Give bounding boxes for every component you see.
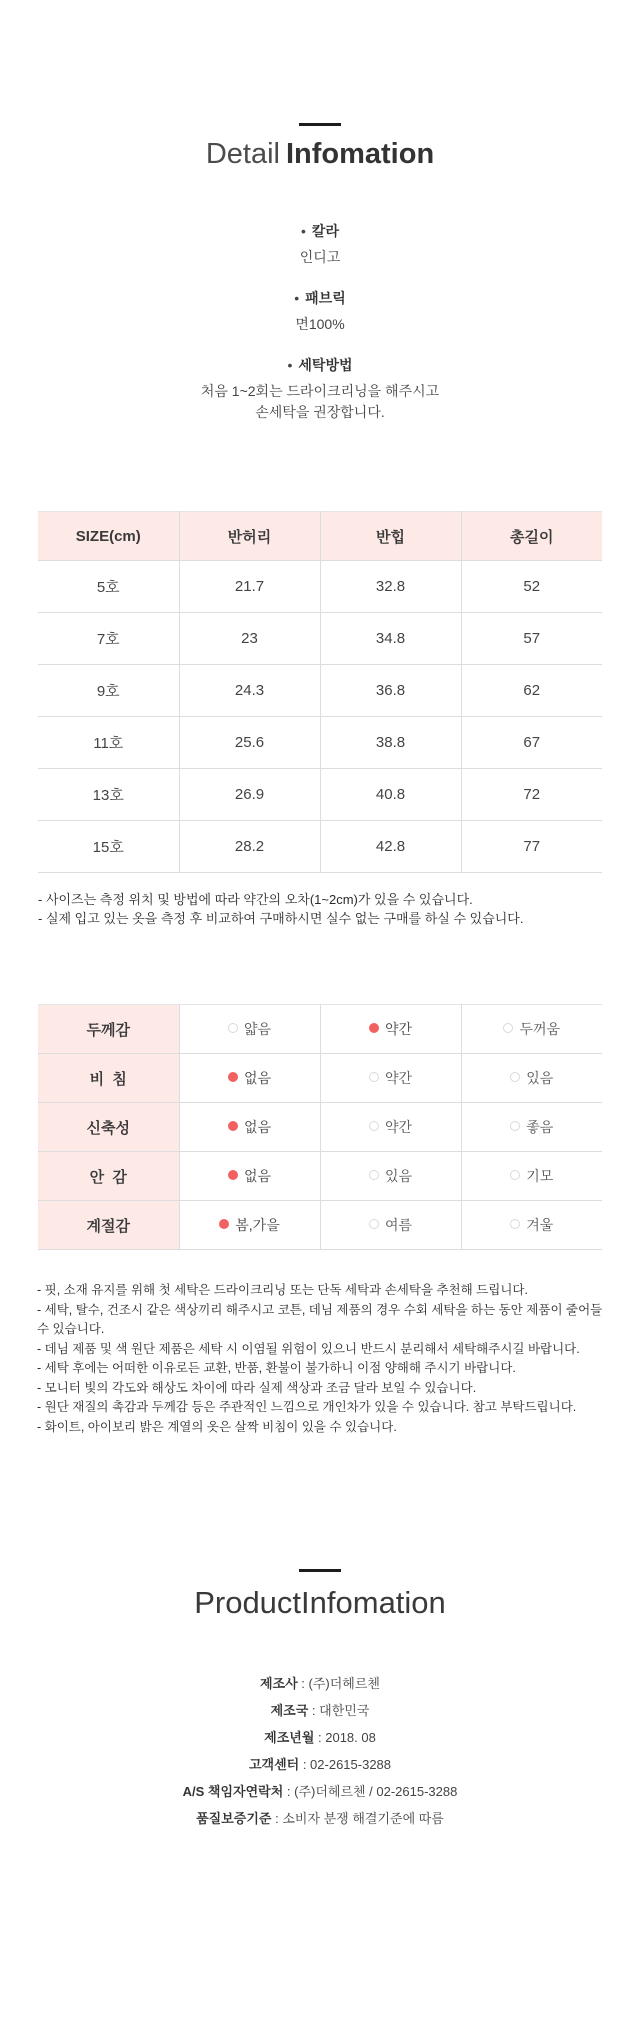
- feature-option: [179, 1103, 320, 1152]
- radio-icon: [503, 1023, 513, 1033]
- feature-option-label: 봄,가을: [235, 1217, 280, 1233]
- bullet-icon: •: [294, 290, 300, 306]
- feature-option-label: 얇음: [243, 1021, 272, 1037]
- product-section-divider: [299, 1569, 341, 1572]
- feature-option: [320, 1005, 461, 1054]
- info-label: A/S 책임자연락처: [182, 1784, 284, 1799]
- feature-option: [179, 1201, 320, 1250]
- info-value: (주)더헤르첸: [308, 1676, 380, 1691]
- size-table: [38, 511, 602, 873]
- attribute-color-label: [0, 221, 640, 241]
- info-value: 02-2615-3288: [310, 1757, 392, 1772]
- size-cell: 32.8: [320, 561, 461, 613]
- feature-row-sheerness: [38, 1054, 602, 1103]
- size-cell: 72: [461, 769, 602, 821]
- radio-icon: [510, 1170, 520, 1180]
- care-note-line: - 세탁 후에는 어떠한 이유로든 교환, 반품, 환불이 불가하니 이점 양해해 주시기 바랍니다.: [37, 1361, 516, 1375]
- radio-icon: [219, 1219, 229, 1229]
- feature-label: 비 침: [38, 1054, 179, 1103]
- size-cell: 40.8: [320, 769, 461, 821]
- product-section-title: ProductInfomation: [194, 1585, 446, 1620]
- info-separator: :: [283, 1784, 295, 1799]
- feature-option-label: 약간: [384, 1119, 413, 1135]
- feature-label: 신축성: [38, 1103, 179, 1152]
- feature-option: [461, 1152, 602, 1201]
- table-row: [38, 769, 602, 821]
- size-table-header: 반허리: [179, 512, 320, 561]
- detail-title-bold: Infomation: [285, 138, 435, 170]
- feature-option: [320, 1152, 461, 1201]
- info-warranty: [0, 1805, 640, 1832]
- feature-option-label: 없음: [243, 1168, 272, 1184]
- info-as-contact: [0, 1778, 640, 1805]
- info-label: 고객센터: [248, 1757, 300, 1772]
- size-cell: 5호: [38, 561, 179, 613]
- radio-icon: [228, 1121, 238, 1131]
- feature-option-label: 있음: [384, 1168, 413, 1184]
- radio-icon: [369, 1121, 379, 1131]
- feature-option: [461, 1103, 602, 1152]
- attribute-color: [0, 221, 640, 268]
- radio-icon: [369, 1170, 379, 1180]
- feature-option-label: 있음: [526, 1070, 554, 1086]
- size-table-header: 총길이: [461, 512, 602, 561]
- info-label: 제조년월: [264, 1730, 315, 1745]
- size-cell: 28.2: [179, 821, 320, 873]
- attribute-washing-value-line1: 처음 1~2회는 드라이크리닝을 해주시고: [200, 383, 440, 399]
- feature-row-lining: [38, 1152, 602, 1201]
- feature-option-label: 없음: [243, 1070, 272, 1086]
- info-manufacturer: [0, 1670, 640, 1697]
- feature-option-label: 두꺼움: [519, 1021, 561, 1037]
- info-separator: :: [297, 1676, 309, 1691]
- size-table-header: 반힙: [320, 512, 461, 561]
- attribute-label-text: 세탁방법: [298, 357, 353, 373]
- product-attributes: [0, 221, 640, 423]
- table-row: [38, 665, 602, 717]
- radio-icon: [510, 1121, 520, 1131]
- info-separator: :: [314, 1730, 326, 1745]
- feature-option: [179, 1054, 320, 1103]
- info-separator: :: [308, 1703, 320, 1718]
- feature-row-season: [38, 1201, 602, 1250]
- feature-option-label: 좋음: [526, 1119, 554, 1135]
- info-manufacture-date: [0, 1724, 640, 1751]
- feature-row-thickness: [38, 1005, 602, 1054]
- care-note-line: - 핏, 소재 유지를 위해 첫 세탁은 드라이크리닝 또는 단독 세탁과 손세탁을 추천해 드립니다.: [37, 1283, 528, 1297]
- size-table-header-row: [38, 512, 602, 561]
- feature-option-label: 기모: [526, 1168, 554, 1184]
- care-note-line: - 원단 재질의 촉감과 두께감 등은 주관적인 느낌으로 개인차가 있을 수 있습니다. 참고 부탁드립니다.: [37, 1400, 577, 1414]
- info-value: 소비자 분쟁 해결기준에 따름: [282, 1811, 444, 1826]
- care-note-line: - 화이트, 아이보리 밝은 계열의 옷은 살짝 비침이 있을 수 있습니다.: [37, 1419, 397, 1434]
- feature-label: 안 감: [38, 1152, 179, 1201]
- detail-section-title: [0, 137, 640, 171]
- feature-option: [179, 1005, 320, 1054]
- size-cell: 36.8: [320, 665, 461, 717]
- size-cell: 25.6: [179, 717, 320, 769]
- feature-option: [320, 1054, 461, 1103]
- size-cell: 62: [461, 665, 602, 717]
- feature-option-label: 약간: [384, 1021, 413, 1037]
- feature-option: [320, 1201, 461, 1250]
- feature-option: [461, 1005, 602, 1054]
- size-cell: 9호: [38, 665, 179, 717]
- feature-row-stretch: [38, 1103, 602, 1152]
- info-value: 대한민국: [319, 1703, 370, 1718]
- info-customer-center: [0, 1751, 640, 1778]
- fabric-feature-table: [38, 1004, 602, 1250]
- size-cell: 15호: [38, 821, 179, 873]
- size-cell: 21.7: [179, 561, 320, 613]
- table-row: [38, 613, 602, 665]
- info-label: 제조국: [270, 1703, 309, 1718]
- info-label: 제조사: [260, 1676, 298, 1691]
- detail-title-light: Detail: [205, 138, 280, 170]
- care-note-line: - 세탁, 탈수, 건조시 같은 색상끼리 해주시고 코튼, 데님 제품의 경우 수회 세탁을 하는 동안 제품이 줄어들 수 있습니다.: [37, 1302, 603, 1336]
- bullet-icon: •: [301, 223, 306, 239]
- attribute-fabric-value: 면100%: [295, 316, 345, 332]
- attribute-fabric-label: [0, 288, 640, 308]
- size-cell: 13호: [38, 769, 179, 821]
- size-cell: 67: [461, 717, 602, 769]
- attribute-washing-value-line2: 손세탁을 권장합니다.: [255, 404, 385, 420]
- radio-icon: [228, 1170, 238, 1180]
- bullet-icon: •: [287, 357, 293, 373]
- radio-icon: [369, 1023, 379, 1033]
- feature-option: [179, 1152, 320, 1201]
- info-country: [0, 1697, 640, 1724]
- table-row: [38, 821, 602, 873]
- size-cell: 34.8: [320, 613, 461, 665]
- feature-label: 두께감: [38, 1005, 179, 1054]
- feature-option-label: 여름: [384, 1217, 413, 1233]
- feature-option: [461, 1201, 602, 1250]
- feature-option-label: 약간: [384, 1070, 413, 1086]
- product-info-list: [0, 1670, 640, 1952]
- size-cell: 24.3: [179, 665, 320, 717]
- size-cell: 11호: [38, 717, 179, 769]
- feature-option: [461, 1054, 602, 1103]
- radio-icon: [369, 1219, 379, 1229]
- size-cell: 23: [179, 613, 320, 665]
- attribute-label-text: 칼라: [311, 223, 339, 239]
- feature-label: 계절감: [38, 1201, 179, 1250]
- table-row: [38, 561, 602, 613]
- size-note-line: - 실제 입고 있는 옷을 측정 후 비교하여 구매하시면 실수 없는 구매를 하실 수 있습니다.: [38, 911, 524, 926]
- size-cell: 42.8: [320, 821, 461, 873]
- size-note-line: - 사이즈는 측정 위치 및 방법에 따라 약간의 오차(1~2cm)가 있을 수 있습니다.: [38, 892, 473, 907]
- radio-icon: [369, 1072, 379, 1082]
- size-cell: 57: [461, 613, 602, 665]
- radio-icon: [510, 1072, 520, 1082]
- size-notes: [38, 890, 602, 928]
- care-note-line: - 모니터 빛의 각도와 해상도 차이에 따라 실제 색상과 조금 달라 보일 수 있습니다.: [37, 1380, 477, 1395]
- info-label: 품질보증기준: [196, 1811, 272, 1826]
- attribute-washing-label: [0, 355, 640, 375]
- size-cell: 52: [461, 561, 602, 613]
- table-row: [38, 717, 602, 769]
- radio-icon: [510, 1219, 520, 1229]
- care-note-line: - 데님 제품 및 색 원단 제품은 세탁 시 이염될 위험이 있으니 반드시 분리해서 세탁해주시길 바랍니다.: [37, 1341, 580, 1356]
- radio-icon: [228, 1072, 238, 1082]
- feature-option-label: 없음: [243, 1119, 272, 1135]
- attribute-label-text: 패브릭: [305, 290, 346, 306]
- info-value: 2018. 08: [325, 1730, 376, 1745]
- attribute-fabric: [0, 288, 640, 335]
- size-cell: 26.9: [179, 769, 320, 821]
- size-cell: 77: [461, 821, 602, 873]
- info-separator: :: [271, 1811, 283, 1826]
- product-detail-page: [0, 123, 640, 2023]
- size-table-header: SIZE(cm): [38, 512, 179, 561]
- size-cell: 7호: [38, 613, 179, 665]
- attribute-color-value: 인디고: [299, 249, 341, 265]
- attribute-washing: [0, 355, 640, 423]
- info-separator: :: [299, 1757, 311, 1772]
- care-notes: [37, 1281, 603, 1437]
- feature-option: [320, 1103, 461, 1152]
- radio-icon: [228, 1023, 238, 1033]
- info-value: (주)더헤르첸 / 02-2615-3288: [294, 1784, 458, 1799]
- detail-section-divider: [299, 123, 341, 126]
- feature-option-label: 겨울: [526, 1217, 554, 1233]
- size-cell: 38.8: [320, 717, 461, 769]
